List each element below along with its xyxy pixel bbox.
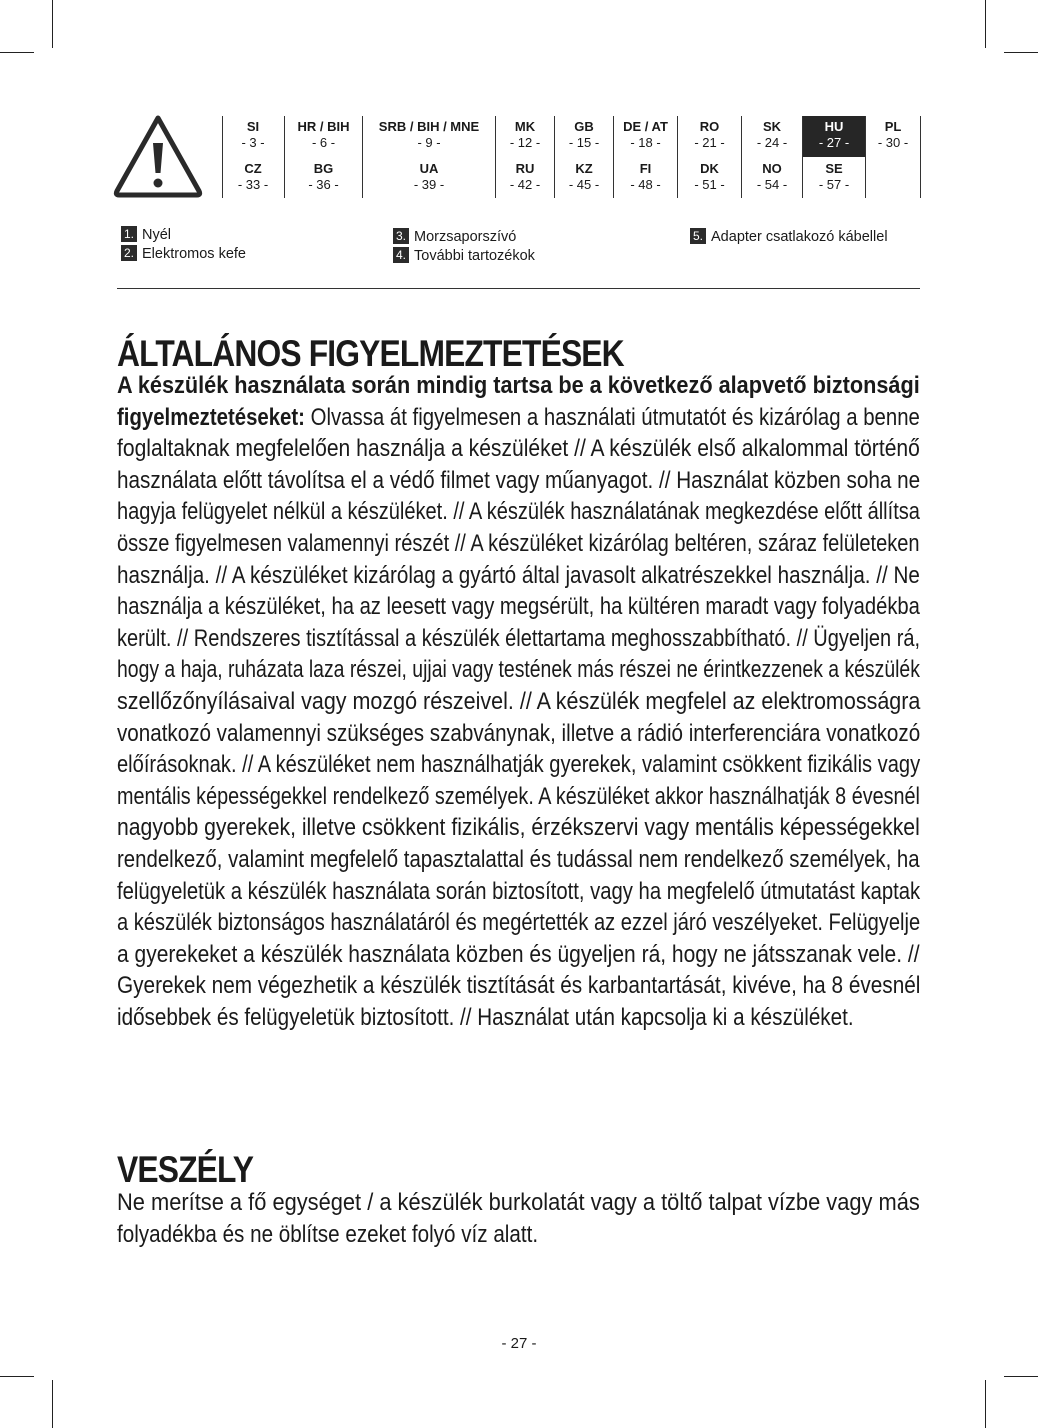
danger-body bbox=[117, 1187, 920, 1250]
paragraph-text: hogy a haja, ruházata laza részei, ujjai vagy testének más részei ne érintkezzenek a készülék bbox=[117, 656, 920, 684]
language-cell-de-at bbox=[614, 116, 677, 157]
language-code: MK bbox=[514, 119, 536, 134]
paragraph-text: használja. // A készüléket kizárólag a gyártó által javasolt alkatrészekkel használja. // Ne bbox=[117, 561, 920, 589]
language-code: HR / BIH bbox=[297, 119, 350, 134]
language-code: FI bbox=[639, 161, 652, 176]
language-page: - 15 - bbox=[568, 135, 600, 150]
paragraph-line bbox=[117, 876, 920, 908]
language-code: SE bbox=[825, 161, 843, 176]
paragraph-line bbox=[117, 591, 920, 623]
paragraph-text: a készülék biztonságos használatáról és megértették az ezzel járó veszélyeket. Felügyelje bbox=[117, 909, 921, 937]
language-page: - 45 - bbox=[568, 177, 600, 192]
warnings-title: ÁLTALÁNOS FIGYELMEZTETÉSEK bbox=[117, 333, 624, 374]
crop-mark bbox=[985, 0, 986, 48]
paragraph-text: össze figyelmesen valamennyi részét // A készüléket kizárólag beltéren, száraz felületeken bbox=[117, 529, 920, 557]
part-label: Adapter csatlakozó kábellel bbox=[711, 229, 888, 245]
paragraph-lead-text: figyelmeztetéseket: bbox=[117, 403, 305, 431]
language-cell-kz bbox=[555, 158, 613, 199]
part-item bbox=[393, 228, 516, 246]
part-item bbox=[690, 228, 888, 246]
paragraph-line bbox=[117, 1219, 808, 1251]
paragraph-line bbox=[117, 812, 920, 844]
language-cell-se bbox=[803, 158, 865, 199]
paragraph-text: vonatkozó valamennyi szükséges szabványnak, illetve a rádió interferenciára vonatkozó bbox=[117, 719, 921, 747]
language-code: HU bbox=[824, 119, 844, 134]
divider bbox=[117, 288, 920, 289]
crop-mark bbox=[52, 1380, 53, 1428]
language-code: DK bbox=[700, 161, 719, 176]
table-divider bbox=[362, 116, 363, 198]
language-cell-no bbox=[742, 158, 802, 199]
language-code: CZ bbox=[244, 161, 262, 176]
part-number: 3. bbox=[393, 228, 409, 244]
paragraph-line bbox=[117, 718, 920, 750]
paragraph-text: idősebbek és felügyeletük biztosított. // Használat után kapcsolja ki a készüléket. bbox=[117, 1003, 854, 1031]
paragraph-line bbox=[117, 686, 920, 718]
paragraph-text: rendelkező, valamint megfelelő tapasztalattal és tudással nem rendelkező személyek, ha bbox=[117, 845, 920, 873]
part-item bbox=[121, 226, 171, 244]
warning-triangle-icon bbox=[113, 113, 203, 199]
paragraph-line bbox=[117, 970, 920, 1002]
paragraph-line bbox=[117, 623, 920, 655]
paragraph-text: előírásoknak. // A készüléket nem használhatják gyerekek, valamint csökkent fizikális vagy bbox=[117, 751, 921, 779]
crop-mark bbox=[52, 0, 53, 48]
language-code: SRB / BIH / MNE bbox=[378, 119, 480, 134]
table-divider bbox=[284, 116, 285, 198]
language-cell-ro bbox=[678, 116, 741, 157]
part-number: 5. bbox=[690, 228, 706, 244]
language-cell-sk bbox=[742, 116, 802, 157]
paragraph-line bbox=[117, 528, 920, 560]
language-cell-dk bbox=[678, 158, 741, 199]
part-item bbox=[393, 247, 535, 265]
language-index-table bbox=[222, 116, 920, 198]
table-divider bbox=[222, 116, 223, 198]
paragraph-text: folyadékba és ne öblítse ezeket folyó víz alatt. bbox=[117, 1220, 539, 1248]
language-page: - 21 - bbox=[694, 135, 725, 150]
language-cell-hu bbox=[803, 116, 865, 157]
part-label: Nyél bbox=[142, 227, 172, 243]
language-page: - 36 - bbox=[308, 177, 339, 192]
language-code: NO bbox=[762, 161, 782, 176]
paragraph-line bbox=[117, 1002, 853, 1034]
paragraph-line bbox=[117, 1187, 920, 1219]
paragraph-lead-text: A készülék használata során mindig tartsa be a következő alapvető biztonsági bbox=[117, 372, 920, 399]
paragraph-line bbox=[117, 402, 920, 434]
paragraph-text: mentális képességekkel rendelkező személyek. A készüléket akkor használhatják 8 évesnél bbox=[117, 782, 920, 810]
language-page: - 24 - bbox=[756, 135, 788, 150]
table-divider bbox=[802, 116, 803, 198]
language-code: KZ bbox=[575, 161, 593, 176]
paragraph-line bbox=[117, 907, 920, 939]
language-code: RO bbox=[699, 119, 720, 134]
language-code: DE / AT bbox=[623, 119, 668, 134]
paragraph-line bbox=[117, 844, 920, 876]
language-page: - 39 - bbox=[413, 177, 445, 192]
crop-mark bbox=[985, 1380, 986, 1428]
table-divider bbox=[865, 116, 866, 198]
paragraph-text: Gyerekek nem végezhetik a készülék tisztítását és karbantartását, kivéve, ha 8 évesnél bbox=[117, 972, 921, 1000]
language-cell-srb-bih-mne bbox=[363, 116, 495, 157]
paragraph-text: a gyerekeket a készülék használata közben és ügyeljen rá, hogy ne játsszanak vele. // bbox=[117, 940, 920, 968]
paragraph-line bbox=[117, 370, 920, 402]
paragraph-text: használja a készüléket, ha az leesett vagy megsérült, ha kültéren maradt vagy folyadékba bbox=[117, 593, 920, 621]
part-label: Morzsaporszívó bbox=[414, 229, 517, 245]
language-code: RU bbox=[515, 161, 535, 176]
language-page: - 18 - bbox=[630, 135, 661, 150]
paragraph-line bbox=[117, 939, 920, 971]
paragraph-text: szellőzőnyílásaival vagy mozgó részeivel. // A készülék megfelel az elektromosságra bbox=[117, 687, 921, 715]
paragraph-text: került. // Rendszeres tisztítással a készülék élettartama meghosszabbítható. // Ügyeljen rá, bbox=[117, 624, 921, 652]
paragraph-text: foglaltaknak megfelelően használja a készüléket // A készülék első alkalommal történő bbox=[117, 435, 920, 463]
language-cell-mk bbox=[496, 116, 554, 157]
language-page: - 48 - bbox=[630, 177, 661, 192]
language-page: - 3 - bbox=[241, 135, 265, 150]
language-page: - 30 - bbox=[877, 135, 909, 150]
language-cell-bg bbox=[285, 158, 362, 199]
paragraph-line bbox=[117, 560, 920, 592]
language-page: - 27 - bbox=[818, 135, 850, 150]
language-page: - 42 - bbox=[509, 177, 541, 192]
language-cell-cz bbox=[222, 158, 284, 199]
part-label: Elektromos kefe bbox=[142, 246, 246, 262]
language-cell-gb bbox=[555, 116, 613, 157]
table-divider bbox=[554, 116, 555, 198]
part-number: 1. bbox=[121, 226, 137, 242]
language-cell-si bbox=[222, 116, 284, 157]
paragraph-line bbox=[117, 465, 920, 497]
table-divider bbox=[613, 116, 614, 198]
language-cell-fi bbox=[614, 158, 677, 199]
table-divider bbox=[920, 116, 921, 198]
danger-title: VESZÉLY bbox=[117, 1149, 254, 1190]
language-cell-pl bbox=[866, 116, 920, 157]
language-page: - 6 - bbox=[311, 135, 336, 150]
language-cell-hr-bih bbox=[285, 116, 362, 157]
language-page: - 33 - bbox=[237, 177, 269, 192]
language-page: - 51 - bbox=[694, 177, 725, 192]
paragraph-text: felügyeletük a készülék használata során biztosított, vagy ha megfelelő útmutatást kaptak bbox=[117, 877, 921, 905]
crop-mark bbox=[1004, 1376, 1038, 1377]
paragraph-line bbox=[117, 433, 920, 465]
language-code: PL bbox=[884, 119, 902, 134]
language-code: SK bbox=[762, 119, 782, 134]
warnings-body bbox=[117, 370, 920, 1033]
crop-mark bbox=[0, 1376, 34, 1377]
table-divider bbox=[677, 116, 678, 198]
paragraph-text: Olvassa át figyelmesen a használati útmutatót és kizárólag a benne bbox=[310, 403, 920, 431]
table-divider bbox=[741, 116, 742, 198]
table-divider bbox=[495, 116, 496, 198]
crop-mark bbox=[0, 52, 34, 53]
part-item bbox=[121, 245, 246, 263]
paragraph-text: nagyobb gyerekek, illetve csökkent fizikális, érzékszervi vagy mentális képességekkel bbox=[117, 814, 920, 842]
language-page: - 9 - bbox=[417, 135, 441, 150]
language-page: - 12 - bbox=[509, 135, 541, 150]
language-cell-ua bbox=[363, 158, 495, 199]
paragraph-line bbox=[117, 749, 920, 781]
crop-mark bbox=[1004, 52, 1038, 53]
paragraph-line bbox=[117, 654, 920, 686]
page-number: - 27 - bbox=[501, 1335, 537, 1352]
language-code: BG bbox=[313, 161, 334, 176]
language-code: GB bbox=[574, 119, 594, 134]
part-number: 2. bbox=[121, 245, 137, 261]
language-code: SI bbox=[246, 119, 260, 134]
language-cell-ru bbox=[496, 158, 554, 199]
language-page: - 54 - bbox=[756, 177, 788, 192]
paragraph-line bbox=[117, 781, 920, 813]
paragraph-text: hagyja felügyelet nélkül a készüléket. // A készülék használatának megkezdése előtt állítsa bbox=[117, 498, 920, 526]
language-page: - 57 - bbox=[818, 177, 850, 192]
paragraph-line bbox=[117, 496, 920, 528]
paragraph-text: Ne merítse a fő egységet / a készülék burkolatát vagy a töltő talpat vízbe vagy más bbox=[117, 1189, 920, 1216]
language-code: UA bbox=[419, 161, 439, 176]
part-number: 4. bbox=[393, 247, 409, 263]
part-label: További tartozékok bbox=[414, 248, 535, 264]
paragraph-text: használata előtt távolítsa el a védő filmet vagy műanyagot. // Használat közben soha ne bbox=[117, 466, 921, 494]
